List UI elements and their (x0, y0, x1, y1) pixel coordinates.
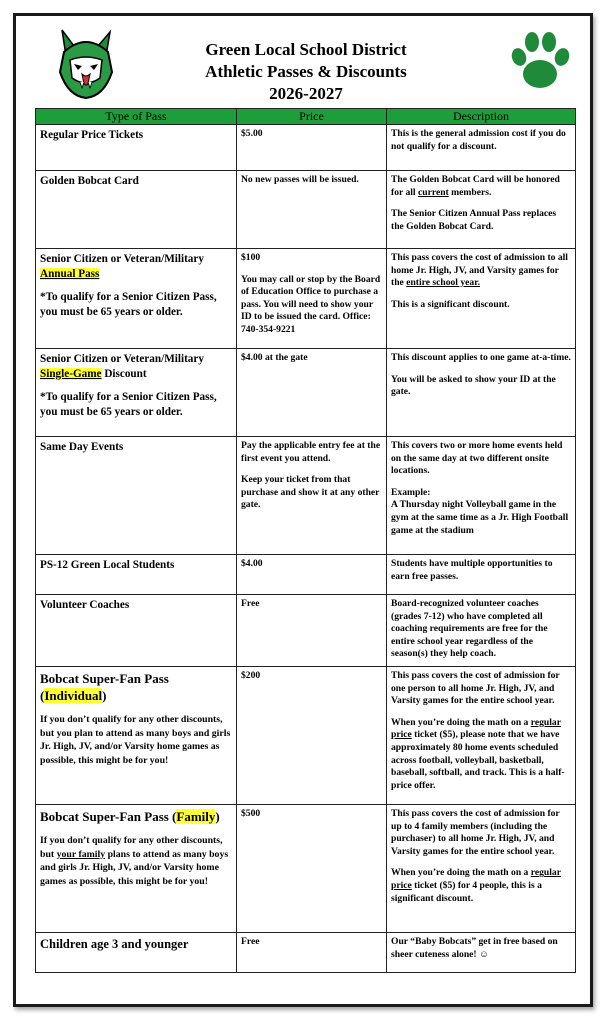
pass-type: Golden Bobcat Card (40, 175, 139, 187)
header (16, 16, 590, 108)
description: Board-recognized volunteer coaches (grades 7-12) who have completed all coaching requirements are free for the entire school year regardless of the season(s) they help coach. (391, 598, 548, 660)
price: Free (241, 598, 260, 609)
description-text: members. (448, 186, 492, 198)
description-text: This pass covers the cost of admission to all home Jr. High, JV, and Varsity games for the (391, 252, 568, 289)
pass-type (40, 670, 232, 704)
pass-type-text: Bobcat Super-Fan Pass ( (40, 671, 169, 703)
price-cell (237, 125, 387, 171)
table-row (36, 125, 576, 171)
description-text: The Golden Bobcat Card will be honored for all (391, 174, 560, 198)
price: Pay the applicable entry fee at the first event you attend. (241, 440, 381, 464)
table-row (36, 667, 576, 805)
price: $200 (241, 670, 261, 681)
description-text: ticket ($5), please note that we have approximately 80 home events scheduled across football, volleyball, basketball, baseball, softball, and track. This is a half-price offer. (391, 729, 565, 791)
description-2: This is a significant discount. (391, 298, 510, 310)
table-row (36, 437, 576, 555)
table-row (36, 349, 576, 437)
pass-type: Volunteer Coaches (40, 599, 130, 611)
school-year: 2026-2027 (269, 84, 343, 103)
price-cell (237, 595, 387, 667)
description-cell (387, 437, 576, 555)
pass-type-text: Senior Citizen or Veteran/Military (40, 253, 204, 265)
description-cell (387, 805, 576, 933)
pass-type: Regular Price Tickets (40, 129, 144, 141)
pass-note-underlined: your family (56, 848, 106, 860)
document-title (136, 39, 476, 105)
price-cell (237, 555, 387, 595)
pass-type-cell (36, 349, 237, 437)
page-frame (13, 13, 593, 1007)
description-underlined: regular price (391, 716, 561, 741)
pass-type-cell (36, 805, 237, 933)
description-cell (387, 125, 576, 171)
table-row (36, 805, 576, 933)
column-header-type: Type of Pass (36, 109, 237, 125)
price-cell (237, 933, 387, 973)
description-underlined: current (418, 186, 449, 198)
price: No new passes will be issued. (241, 174, 359, 185)
description (391, 252, 571, 290)
passes-table (35, 108, 576, 973)
price: $100 (241, 252, 261, 263)
pass-type (40, 352, 232, 381)
pass-type-cell (36, 667, 237, 805)
pass-type-highlight: Individual (44, 688, 103, 703)
description: This pass covers the cost of admission for one person to all home Jr. High, JV, and Varsity games for the entire school year. (391, 670, 560, 707)
description: This discount applies to one game at-a-time. (391, 352, 571, 363)
description-text: When you’re doing the math on a (391, 716, 531, 728)
description-cell (387, 555, 576, 595)
pass-type: Same Day Events (40, 441, 124, 453)
price: Free (241, 936, 260, 947)
price-cell (237, 667, 387, 805)
pass-type-highlight: Family (176, 809, 216, 824)
description-2: The Senior Citizen Annual Pass replaces the Golden Bobcat Card. (391, 208, 557, 232)
description-cell (387, 667, 576, 805)
price-cell (237, 437, 387, 555)
description-cell (387, 249, 576, 349)
table-row (36, 933, 576, 973)
description-cell (387, 595, 576, 667)
description-cell (387, 171, 576, 249)
pass-type-highlight: Annual Pass (40, 267, 100, 280)
pass-type (40, 252, 232, 281)
pass-note: *To qualify for a Senior Citizen Pass, you must be 65 years or older. (40, 291, 217, 318)
description-2: Example: (391, 486, 431, 498)
description: This covers two or more home events held on the same day at two different onsite locations. (391, 440, 563, 477)
description-2 (391, 717, 571, 793)
price-cell (237, 805, 387, 933)
pass-type-text: Discount (101, 367, 147, 380)
pass-note: *To qualify for a Senior Citizen Pass, you must be 65 years or older. (40, 391, 217, 418)
paw-print-icon (510, 30, 570, 92)
pass-type: Children age 3 and younger (40, 937, 189, 951)
pass-note (40, 834, 232, 888)
pass-type-text: Senior Citizen or Veteran/Military (40, 353, 204, 365)
table-row (36, 595, 576, 667)
table-row (36, 249, 576, 349)
pass-type-highlight: Single-Game (40, 367, 102, 380)
pass-type-cell (36, 555, 237, 595)
description-2 (391, 867, 571, 905)
pass-type (40, 808, 232, 825)
document-subtitle: Athletic Passes & Discounts (205, 62, 407, 81)
description: Students have multiple opportunities to earn free passes. (391, 558, 553, 582)
price-note: You may call or stop by the Board of Education Office to purchase a pass. You will need to show your ID to be issued the card. Office: 740-354-9221 (241, 273, 381, 335)
pass-type-text: ) (102, 688, 107, 703)
description-text: When you’re doing the math on a (391, 867, 531, 879)
pass-type-cell (36, 125, 237, 171)
description: This is the general admission cost if you do not qualify for a discount. (391, 128, 566, 152)
pass-type: PS-12 Green Local Students (40, 559, 175, 571)
bobcat-mascot-icon (54, 26, 118, 100)
price-cell (237, 249, 387, 349)
price: $500 (241, 808, 261, 819)
pass-note: If you don’t qualify for any other discounts, but you plan to attend as many boys and girls Jr. High, JV, and/or Varsity home games as possible, this might be for you! (40, 714, 231, 766)
description-cell (387, 933, 576, 973)
table-row (36, 555, 576, 595)
pass-type-text: ) (215, 809, 220, 824)
pass-type-cell (36, 171, 237, 249)
pass-note-text: If you don’t qualify for any other discounts, but (40, 835, 223, 860)
description-cell (387, 349, 576, 437)
description (391, 174, 571, 199)
pass-type-cell (36, 249, 237, 349)
table-row (36, 171, 576, 249)
description: Our “Baby Bobcats” get in free based on sheer cuteness alone! ☺ (391, 936, 558, 960)
district-name: Green Local School District (205, 40, 407, 59)
column-header-price: Price (237, 109, 387, 125)
description: This pass covers the cost of admission for up to 4 family members (including the purchaser) to all home Jr. High, JV, and Varsity games for the entire school year. (391, 808, 560, 857)
price: $4.00 (241, 558, 263, 569)
description-3: A Thursday night Volleyball game in the gym at the same time as a Jr. High Football game at the stadium (391, 499, 569, 536)
price-cell (237, 349, 387, 437)
pass-type-cell (36, 437, 237, 555)
price-note: Keep your ticket from that purchase and show it at any other gate. (241, 474, 380, 511)
description-underlined: entire school year. (406, 277, 480, 289)
price: $5.00 (241, 128, 263, 139)
table-header-row (36, 109, 576, 125)
price-cell (237, 171, 387, 249)
pass-note-text: plans to attend as many boys and girls Jr. High, JV, and/or Varsity home games as possible, this might be for you! (40, 848, 229, 887)
pass-type-text: Bobcat Super-Fan Pass ( (40, 809, 177, 824)
price: $4.00 at the gate (241, 352, 308, 363)
pass-type-cell (36, 933, 237, 973)
description-underlined: regular price (391, 867, 561, 891)
column-header-description: Description (387, 109, 576, 125)
pass-type-cell (36, 595, 237, 667)
description-text: ticket ($5) for 4 people, this is a significant discount. (391, 879, 542, 904)
description-2: You will be asked to show your ID at the gate. (391, 373, 556, 398)
